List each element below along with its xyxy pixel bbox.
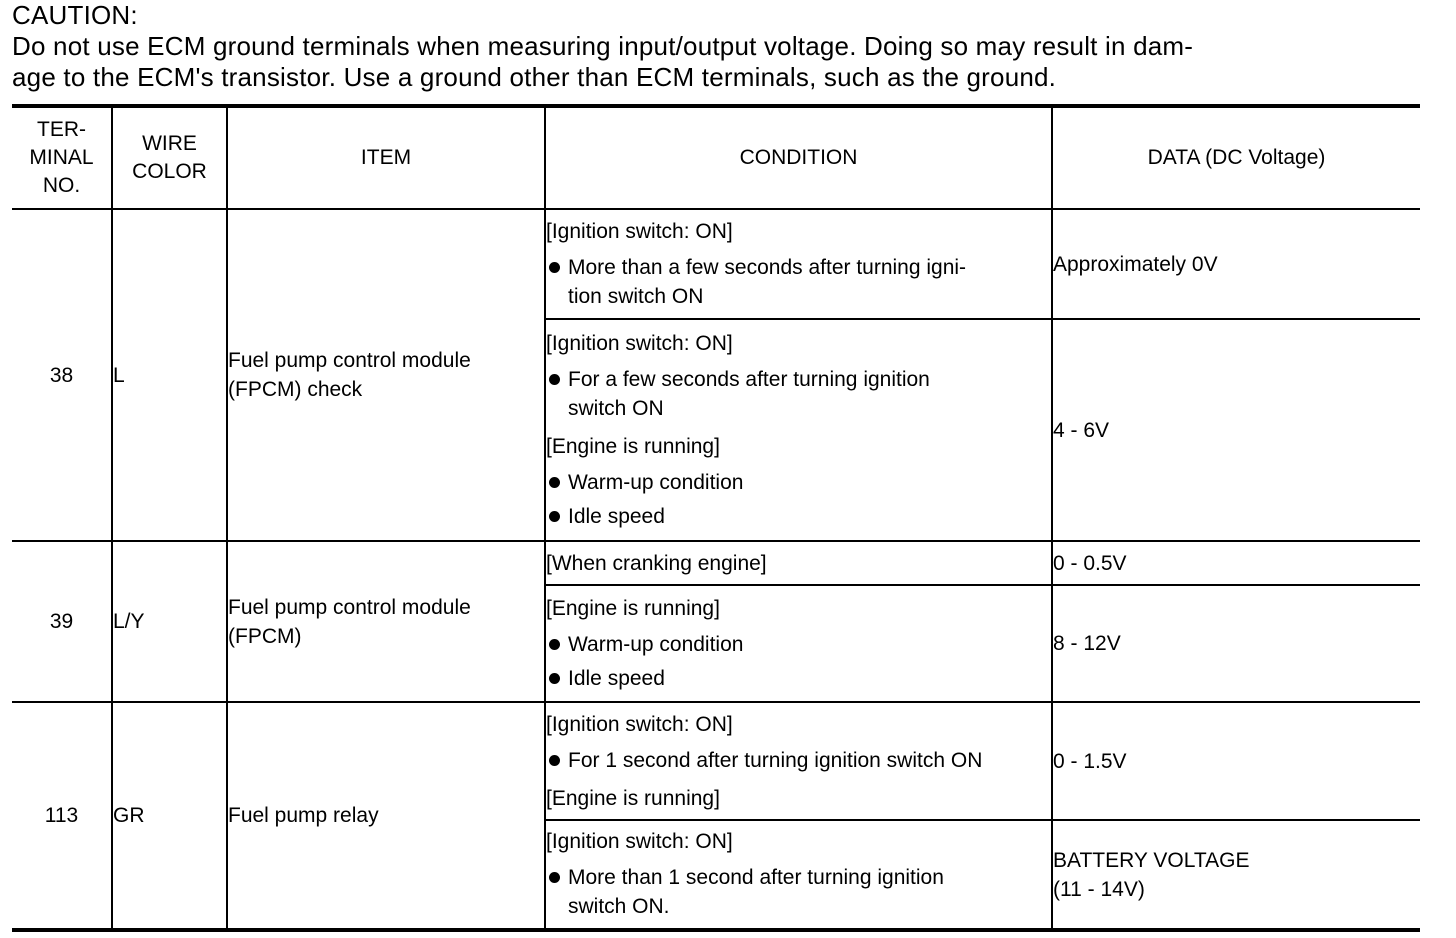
data-voltage-line: 4 - 6V xyxy=(1053,418,1110,442)
header-terminal-line: MINAL xyxy=(29,146,94,169)
condition-bullet-line: tion switch ON xyxy=(568,284,704,308)
table-row xyxy=(12,209,1420,319)
condition-bullet-line: More than a few seconds after turning igni- xyxy=(568,255,967,279)
condition-bullet-line: switch ON xyxy=(568,396,664,420)
condition-heading: [Engine is running] xyxy=(546,434,720,458)
data-voltage-cell xyxy=(1052,820,1420,930)
condition-cell xyxy=(545,702,1052,820)
data-voltage-line: 0 - 0.5V xyxy=(1053,551,1127,575)
terminal-number-cell: 38 xyxy=(12,209,112,541)
caution-text-line-2: age to the ECM's transistor. Use a ground other than ECM terminals, such as the ground. xyxy=(12,62,1057,92)
condition-bullet-line: Warm-up condition xyxy=(568,470,744,494)
condition-heading: [Ignition switch: ON] xyxy=(546,331,733,355)
item-text-line: Fuel pump control module xyxy=(228,349,471,372)
table-row xyxy=(12,702,1420,820)
condition-bullet-line: switch ON. xyxy=(568,895,670,918)
item-cell xyxy=(227,541,545,702)
data-voltage-line: BATTERY VOLTAGE xyxy=(1053,848,1250,872)
terminal-number-cell: 39 xyxy=(12,541,112,702)
header-condition: CONDITION xyxy=(545,106,1052,209)
condition-cell xyxy=(545,820,1052,930)
condition-heading: [Ignition switch: ON] xyxy=(546,219,733,243)
condition-bullet-line: More than 1 second after turning ignition xyxy=(568,866,944,889)
table-body xyxy=(12,209,1420,930)
table-row xyxy=(12,541,1420,585)
condition-bullet xyxy=(546,746,1051,775)
header-item: ITEM xyxy=(227,106,545,209)
data-voltage-cell xyxy=(1052,541,1420,585)
table-header-row xyxy=(12,106,1420,209)
condition-heading: [Ignition switch: ON] xyxy=(546,712,733,736)
header-wire-line: COLOR xyxy=(132,160,207,183)
condition-heading: [Ignition switch: ON] xyxy=(546,830,733,853)
item-cell xyxy=(227,209,545,541)
data-voltage-cell xyxy=(1052,319,1420,541)
header-terminal-no xyxy=(12,106,112,209)
wire-color-cell: GR xyxy=(112,702,227,930)
condition-heading: [Engine is running] xyxy=(546,596,720,620)
condition-bullet-line: Idle speed xyxy=(568,504,665,528)
condition-cell xyxy=(545,541,1052,585)
condition-bullet-line: Warm-up condition xyxy=(568,632,744,656)
wire-color-cell: L/Y xyxy=(112,541,227,702)
item-cell xyxy=(227,702,545,930)
item-text-line: Fuel pump relay xyxy=(228,804,379,827)
data-voltage-line: 0 - 1.5V xyxy=(1053,749,1127,773)
condition-bullet-line: For a few seconds after turning ignition xyxy=(568,367,930,391)
condition-cell xyxy=(545,209,1052,319)
data-voltage-cell xyxy=(1052,209,1420,319)
condition-bullet xyxy=(546,468,1051,497)
caution-text-line-1: Do not use ECM ground terminals when measuring input/output voltage. Doing so may result in dam- xyxy=(12,31,1194,61)
ecm-terminal-table xyxy=(12,104,1420,932)
condition-bullet-line: For 1 second after turning ignition switch ON xyxy=(568,748,983,772)
header-terminal-line: NO. xyxy=(42,174,81,197)
caution-title: CAUTION: xyxy=(12,0,138,30)
item-text-line: (FPCM) check xyxy=(228,378,363,401)
condition-bullet xyxy=(546,365,1051,423)
condition-bullet-line: Idle speed xyxy=(568,666,665,690)
header-data: DATA (DC Voltage) xyxy=(1052,106,1420,209)
condition-heading: [Engine is running] xyxy=(546,786,720,810)
data-voltage-line: Approximately 0V xyxy=(1053,252,1218,276)
wire-color-cell: L xyxy=(112,209,227,541)
data-voltage-cell xyxy=(1052,585,1420,702)
condition-bullet xyxy=(546,863,1051,921)
header-wire-line: WIRE xyxy=(142,132,197,155)
caution-block xyxy=(12,0,1432,93)
condition-bullet xyxy=(546,664,1051,693)
condition-cell xyxy=(545,585,1052,702)
data-voltage-line: (11 - 14V) xyxy=(1053,877,1145,901)
condition-bullet xyxy=(546,502,1051,531)
condition-bullet xyxy=(546,630,1051,659)
header-terminal-line: TER- xyxy=(37,118,86,141)
condition-heading: [When cranking engine] xyxy=(546,551,767,575)
header-wire-color xyxy=(112,106,227,209)
terminal-number-cell: 113 xyxy=(12,702,112,930)
data-voltage-line: 8 - 12V xyxy=(1053,632,1121,655)
item-text-line: (FPCM) xyxy=(228,624,302,648)
condition-bullet xyxy=(546,253,1051,311)
condition-cell xyxy=(545,319,1052,541)
item-text-line: Fuel pump control module xyxy=(228,595,471,619)
data-voltage-cell xyxy=(1052,702,1420,820)
